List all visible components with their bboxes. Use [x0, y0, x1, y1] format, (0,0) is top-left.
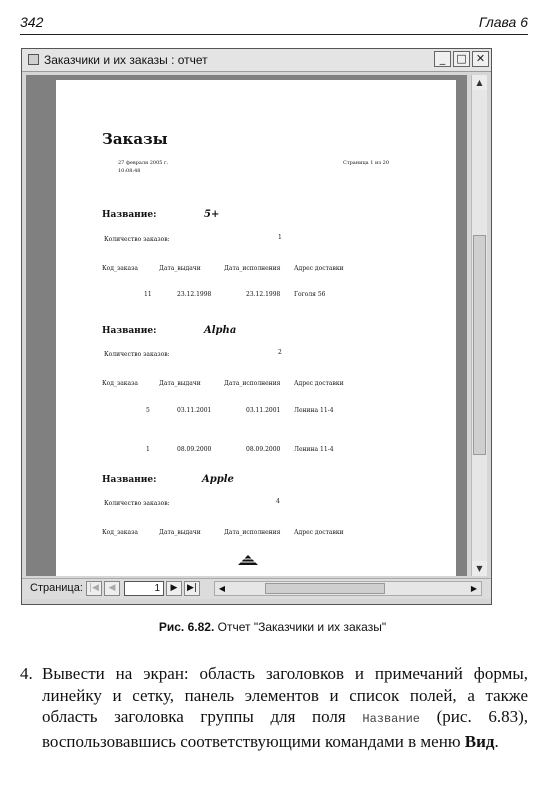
group-name-label: Название: [102, 210, 157, 220]
order-count-value: 4 [276, 498, 280, 505]
prev-page-button[interactable]: ◀ [104, 581, 120, 596]
group-name-value: 5+ [204, 209, 220, 220]
table-cell: Гоголя 56 [294, 291, 326, 298]
next-page-button[interactable]: ▶ [166, 581, 182, 596]
page-number-input[interactable]: 1 [124, 581, 164, 596]
scroll-up-icon[interactable]: ▲ [472, 75, 487, 90]
page-number: 342 [20, 14, 44, 30]
scroll-left-icon[interactable]: ◀ [218, 584, 226, 593]
group-name-value: Alpha [204, 325, 237, 336]
preview-area [26, 75, 467, 576]
table-cell: Ленина 11-4 [294, 446, 334, 453]
column-header: Дата_выдачи [159, 380, 201, 387]
column-header: Дата_исполнения [224, 265, 281, 272]
window-titlebar[interactable] [22, 49, 491, 72]
column-header: Адрес доставки [294, 380, 344, 387]
table-cell: Ленина 11-4 [294, 407, 334, 414]
table-cell: 08.09.2000 [246, 446, 281, 453]
figure-number: Рис. 6.82. [158, 620, 215, 634]
window-title: Заказчики и их заказы : отчет [44, 53, 208, 67]
close-button[interactable]: ✕ [472, 51, 489, 67]
table-cell: 1 [146, 446, 150, 453]
report-date: 27 февраля 2005 г. [118, 160, 169, 166]
paragraph-text: (рис. 6.83), воспользовавшись соответствующими командами в меню [42, 707, 529, 751]
order-count-value: 2 [278, 349, 282, 356]
list-number: 4. [20, 664, 33, 683]
table-cell: 03.11.2001 [246, 407, 281, 414]
menu-name: Вид [464, 731, 495, 751]
column-header: Дата_исполнения [224, 380, 281, 387]
navigation-bar [22, 578, 491, 599]
scroll-down-icon[interactable]: ▼ [472, 561, 487, 576]
column-header: Дата_исполнения [224, 529, 281, 536]
book-page-header [20, 12, 528, 35]
table-cell: 5 [146, 407, 150, 414]
horizontal-scrollbar[interactable] [214, 581, 482, 596]
order-count-label: Количество заказов: [104, 500, 170, 507]
report-window [21, 48, 492, 605]
report-icon [28, 54, 39, 65]
zoom-cursor-icon [236, 553, 260, 567]
last-page-button[interactable]: ▶| [184, 581, 200, 596]
group-name-value: Apple [202, 474, 234, 485]
group-name-label: Название: [102, 326, 157, 336]
report-page-info: Страница 1 из 20 [343, 160, 390, 166]
group-name-label: Название: [102, 475, 157, 485]
minimize-button[interactable]: _ [434, 51, 451, 67]
table-cell: 23.12.1998 [246, 291, 281, 298]
report-page [56, 80, 456, 576]
column-header: Код_заказа [102, 265, 138, 272]
chapter-title: Глава 6 [478, 14, 528, 30]
figure-caption [0, 620, 545, 634]
column-header: Адрес доставки [294, 529, 344, 536]
column-header: Код_заказа [102, 529, 138, 536]
vertical-scrollbar[interactable] [471, 75, 487, 576]
column-header: Дата_выдачи [159, 529, 201, 536]
paragraph-text: Вывести на экран: область заголовков и примечаний формы, линейку и сетку, панель элементов и список полей, а также область заголовка группы для поля [42, 664, 528, 726]
figure-text: Отчет "Заказчики и их заказы" [217, 620, 387, 634]
instruction-paragraph [20, 663, 528, 752]
paragraph-end: . [494, 731, 499, 751]
scroll-right-icon[interactable]: ▶ [470, 584, 478, 593]
report-time: 10:08:48 [118, 168, 141, 174]
column-header: Дата_выдачи [159, 265, 201, 272]
table-cell: 03.11.2001 [177, 407, 212, 414]
field-name: Название [362, 712, 420, 726]
report-heading: Заказы [102, 130, 168, 148]
order-count-value: 1 [278, 234, 282, 241]
order-count-label: Количество заказов: [104, 236, 170, 243]
scroll-thumb[interactable] [265, 583, 385, 594]
table-cell: 08.09.2000 [177, 446, 212, 453]
column-header: Код_заказа [102, 380, 138, 387]
column-header: Адрес доставки [294, 265, 344, 272]
table-cell: 11 [144, 291, 152, 298]
order-count-label: Количество заказов: [104, 351, 170, 358]
maximize-button[interactable]: □ [453, 51, 470, 67]
scroll-thumb[interactable] [473, 235, 486, 455]
page-label: Страница: [30, 582, 83, 594]
table-cell: 23.12.1998 [177, 291, 212, 298]
first-page-button[interactable]: |◀ [86, 581, 102, 596]
